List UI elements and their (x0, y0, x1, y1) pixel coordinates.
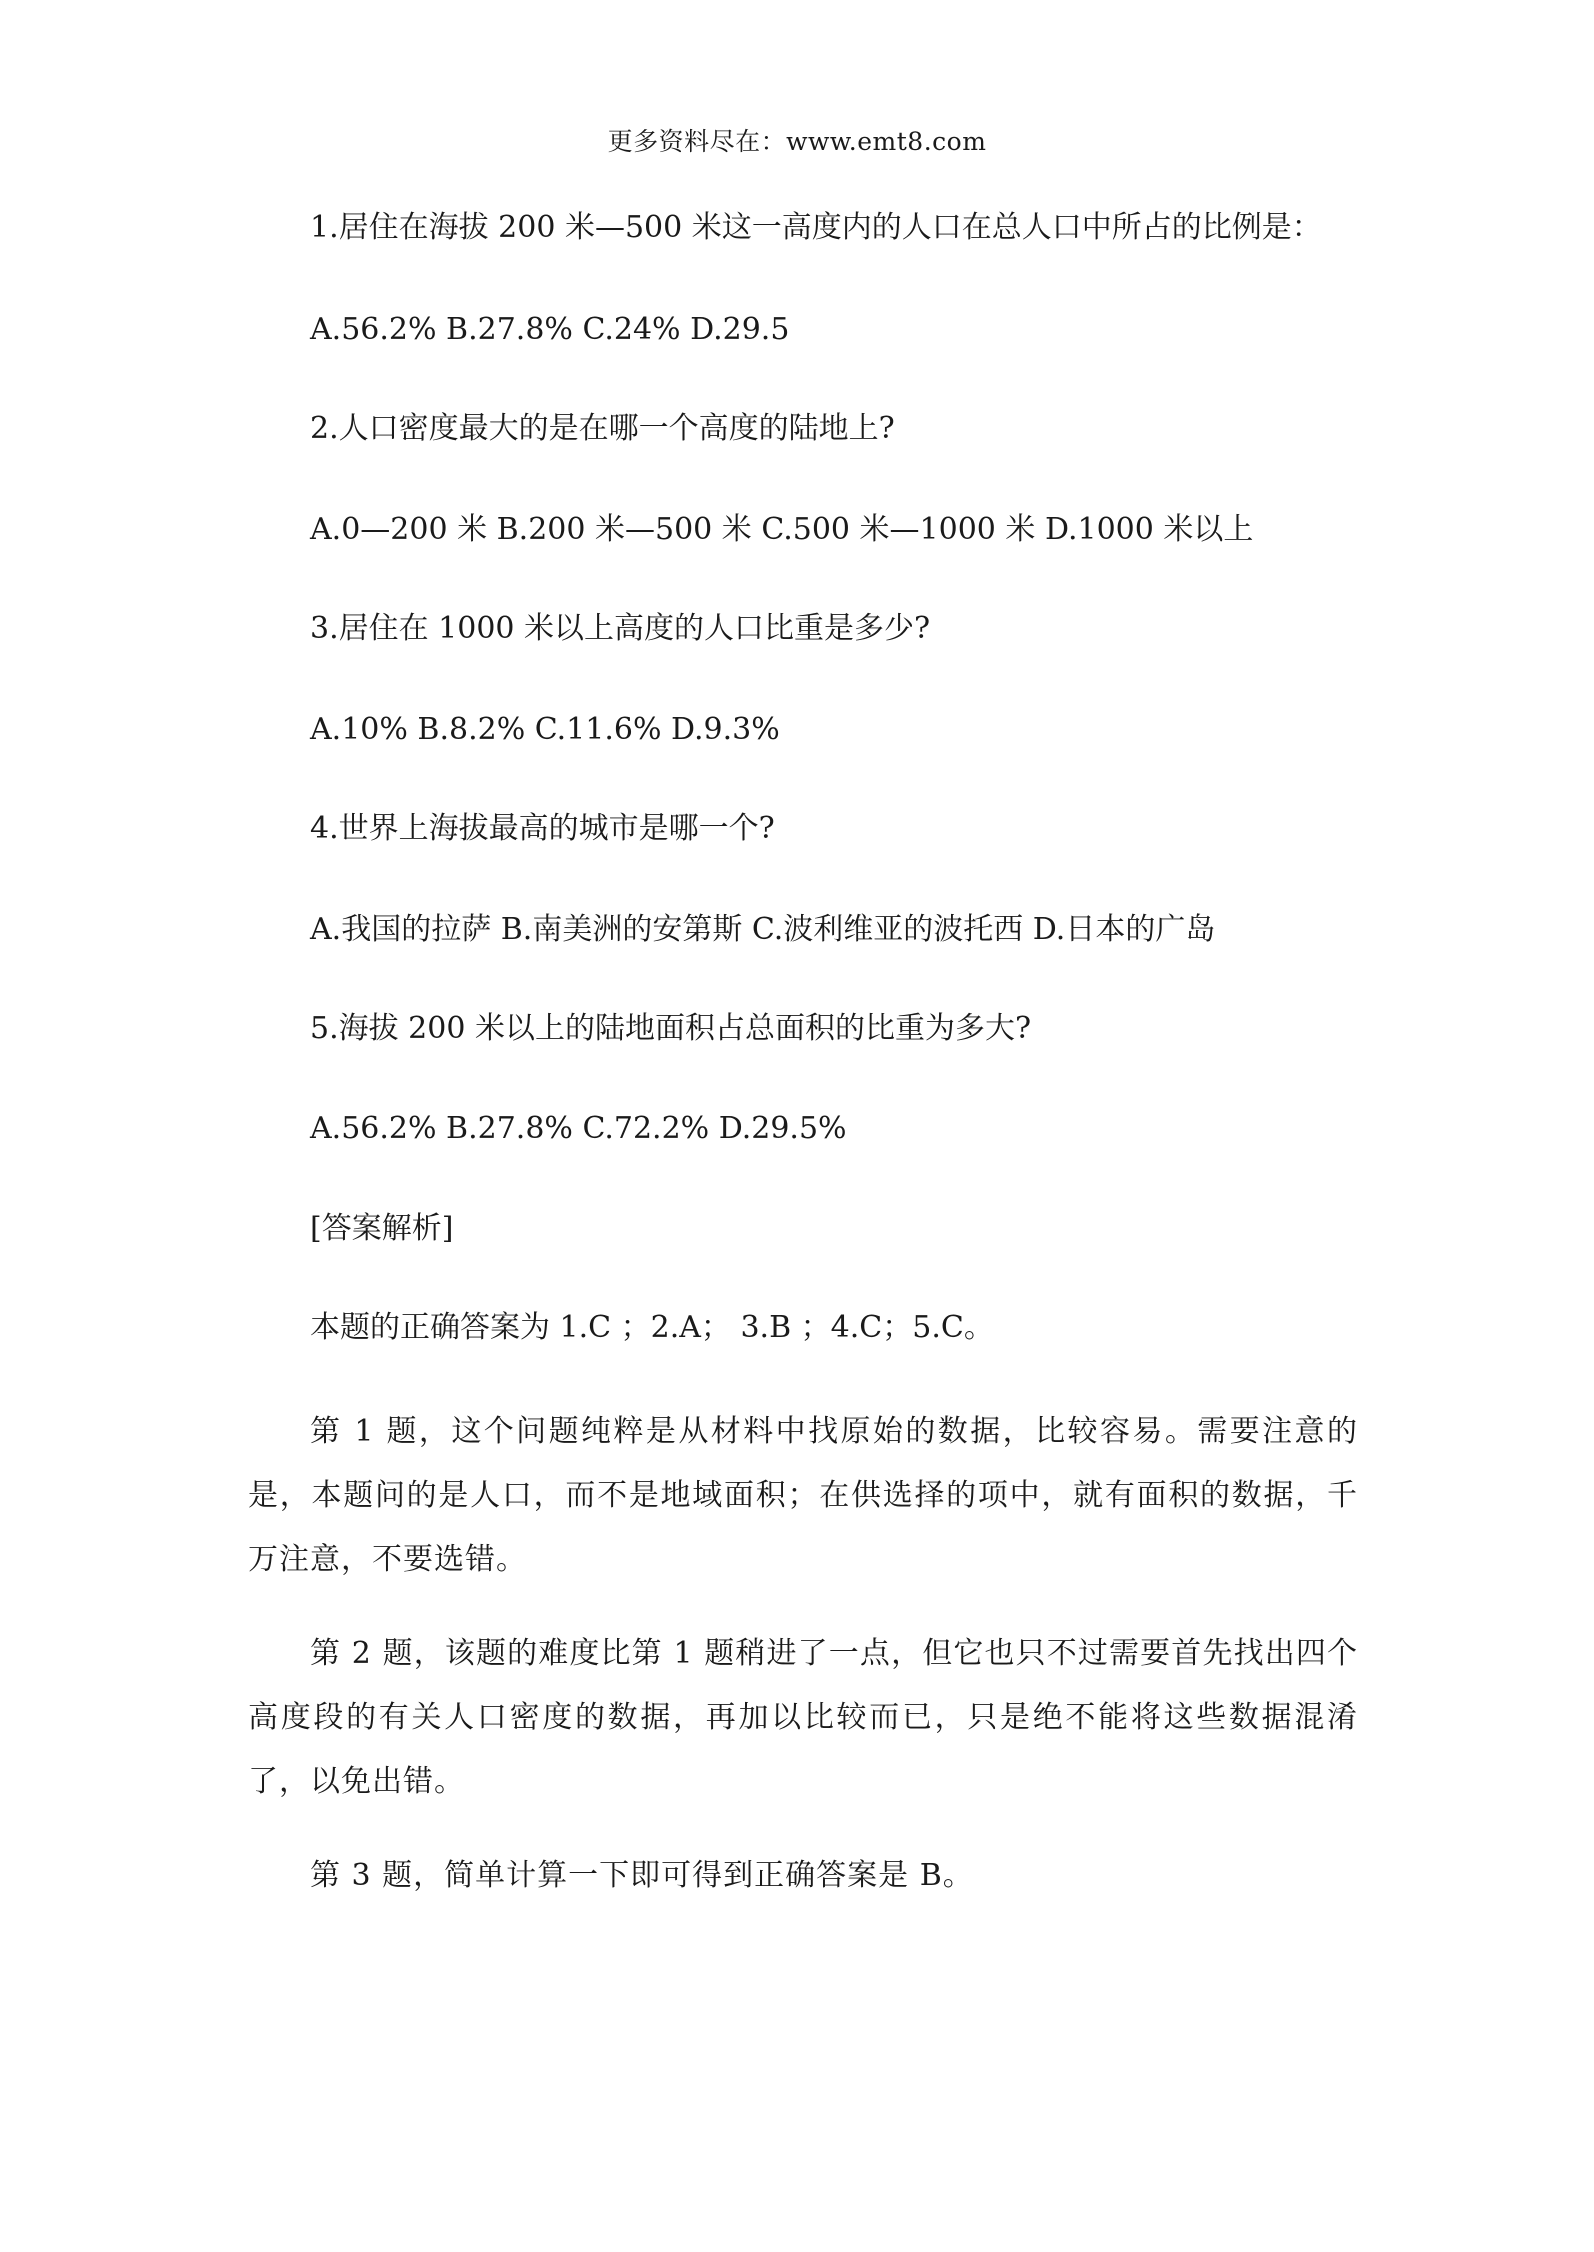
explanation-1: 第 1 题，这个问题纯粹是从材料中找原始的数据，比较容易。需要注意的是，本题问的是人口，而不是地域面积；在供选择的项中，就有面积的数据，千万注意，不要选错。 (248, 1414, 1358, 1577)
question-1: 1.居住在海拔 200 米—500 米这一高度内的人口在总人口中所占的比例是： (310, 210, 1322, 245)
question-1-options: A.56.2% B.27.8% C.24% D.29.5 (310, 312, 790, 347)
explanation-2: 第 2 题，该题的难度比第 1 题稍进了一点，但它也只不过需要首先找出四个高度段的有关人口密度的数据，再加以比较而已，只是绝不能将这些数据混淆了，以免出错。 (248, 1636, 1358, 1799)
question-5: 5.海拔 200 米以上的陆地面积占总面积的比重为多大? (310, 1011, 1032, 1046)
question-4-options: A.我国的拉萨 B.南美洲的安第斯 C.波利维亚的波托西 D.日本的广岛 (310, 912, 1216, 947)
question-5-options: A.56.2% B.27.8% C.72.2% D.29.5% (310, 1111, 847, 1146)
explanation-3: 第 3 题，简单计算一下即可得到正确答案是 B。 (310, 1858, 974, 1893)
question-3: 3.居住在 1000 米以上高度的人口比重是多少? (310, 611, 931, 646)
question-4: 4.世界上海拔最高的城市是哪一个? (310, 811, 775, 846)
question-2-options: A.0—200 米 B.200 米—500 米 C.500 米—1000 米 D.1000 米以上 (310, 512, 1254, 547)
question-2: 2.人口密度最大的是在哪一个高度的陆地上? (310, 411, 895, 446)
question-3-options: A.10% B.8.2% C.11.6% D.9.3% (310, 712, 780, 747)
answer-line: 本题的正确答案为 1.C ；2.A； 3.B ；4.C；5.C。 (310, 1310, 994, 1345)
analysis-heading: [答案解析] (310, 1211, 454, 1246)
page-header: 更多资料尽在：www.emt8.com (607, 127, 987, 156)
